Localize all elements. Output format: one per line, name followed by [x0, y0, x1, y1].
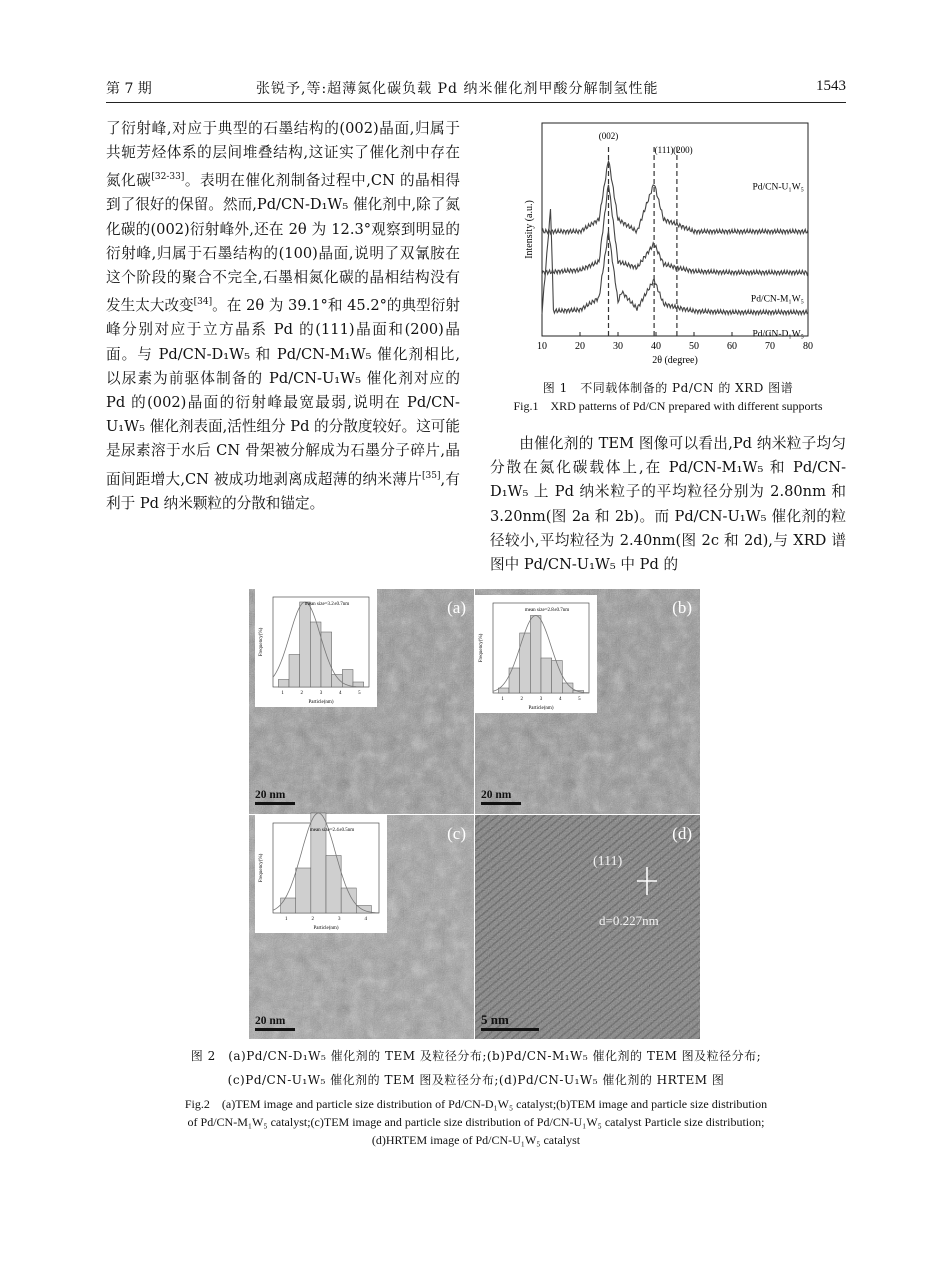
- mean-size-label: mean size=2.8±0.7nm: [524, 608, 570, 613]
- inset-x-label: Particle(nm): [308, 700, 334, 705]
- panel-label: (d): [672, 824, 692, 843]
- histogram-inset: [475, 595, 597, 713]
- scale-bar-label: 5 nm: [481, 1012, 509, 1027]
- xrd-chart: [520, 118, 820, 368]
- body-paragraph: [106, 117, 460, 516]
- peak-label: (002): [598, 131, 619, 141]
- inset-y-label: Frequency(%): [479, 633, 484, 663]
- histogram-bar: [281, 898, 296, 913]
- histogram-bar: [296, 868, 311, 913]
- text-run: 了衍射峰,对应于典型的石墨结构的(002)晶面,归属于共轭芳烃体系的层间堆叠结构,这证实了催化剂中存在氮化碳: [106, 120, 460, 190]
- citation: [32-33]: [151, 172, 185, 183]
- histogram-bar: [342, 670, 353, 688]
- y-axis-label: Intensity (a.u.): [524, 200, 535, 259]
- peak-label: (111): [654, 145, 674, 155]
- x-tick-label: 80: [803, 341, 813, 352]
- scale-bar: [481, 1028, 539, 1031]
- bin-label: 3: [539, 697, 543, 702]
- mean-size-label: mean size=3.2±0.7nm: [304, 602, 350, 607]
- scale-bar: [255, 802, 295, 805]
- inset-x-label: Particle(nm): [313, 926, 339, 931]
- histogram-bar: [278, 680, 289, 688]
- histogram-bar: [530, 616, 541, 694]
- panel-label: (a): [447, 598, 466, 617]
- d-spacing-label: d=0.227nm: [599, 913, 659, 928]
- mean-size-label: mean size=2.4±0.5nm: [309, 828, 355, 833]
- bin-label: 4: [338, 691, 342, 696]
- histogram-inset: [255, 589, 377, 707]
- bin-label: 1: [501, 697, 504, 702]
- x-axis-label: 2θ (degree): [652, 355, 698, 366]
- page-number: 1543: [816, 78, 846, 94]
- x-tick-label: 70: [765, 341, 775, 352]
- figure-2-caption: [106, 1047, 846, 1149]
- figure-1-caption-cn: 图 1 不同载体制备的 Pd/CN 的 XRD 图谱: [542, 381, 794, 395]
- histogram-bar: [300, 602, 311, 687]
- histogram-bar: [289, 655, 300, 688]
- tem-panel: [475, 815, 700, 1039]
- xrd-series-line: [542, 161, 808, 233]
- series-label: Pd/CN-U₁W₅: [752, 182, 804, 193]
- histogram-bar: [321, 632, 332, 687]
- bin-label: 5: [358, 691, 361, 696]
- tem-figure: [249, 589, 700, 1039]
- running-title: 张锐予,等:超薄氮化碳负载 Pd 纳米催化剂甲酸分解制氢性能: [256, 81, 659, 97]
- x-tick-label: 10: [537, 341, 547, 352]
- bin-label: 4: [558, 697, 562, 702]
- bin-label: 5: [578, 697, 581, 702]
- histogram-bar: [552, 661, 563, 694]
- figure-2-caption-cn-2: (c)Pd/CN-U₁W₅ 催化剂的 TEM 图及粒径分布;(d)Pd/CN-U₁W₅ 催化剂的 HRTEM 图: [227, 1073, 725, 1087]
- histogram-bar: [498, 688, 509, 693]
- tem-panel: [249, 589, 474, 814]
- right-column: [490, 432, 846, 577]
- scale-bar-label: 20 nm: [255, 1015, 286, 1027]
- lattice-plane-label: (111): [593, 854, 623, 869]
- tem-grain: [475, 815, 700, 1039]
- scale-bar-label: 20 nm: [255, 789, 286, 801]
- tem-panel: [475, 589, 700, 814]
- bin-label: 2: [311, 917, 314, 922]
- figure-2-caption-en-1: Fig.2 (a)TEM image and particle size distribution of Pd/CN-D₁W₅ catalyst;(b)TEM image and particle size distribution: [184, 1097, 768, 1111]
- scale-bar-label: 20 nm: [481, 789, 512, 801]
- bin-label: 1: [281, 691, 284, 696]
- histogram-bar: [541, 658, 552, 693]
- series-label: Pd/CN-M₁W₅: [750, 294, 804, 305]
- bin-label: 3: [338, 917, 341, 922]
- inset-y-label: Frequency(%): [259, 627, 264, 657]
- figure-1-caption: [490, 379, 846, 415]
- x-tick-label: 30: [613, 341, 623, 352]
- running-header: [106, 78, 846, 103]
- x-tick-label: 40: [651, 341, 661, 352]
- tem-panel: [249, 813, 474, 1039]
- figure-1-caption-en: Fig.1 XRD patterns of Pd/CN prepared with different supports: [513, 399, 823, 413]
- figure-2-caption-cn-1: 图 2 (a)Pd/CN-D₁W₅ 催化剂的 TEM 及粒径分布;(b)Pd/CN-M₁W₅ 催化剂的 TEM 图及粒径分布;: [190, 1049, 762, 1063]
- body-paragraph: 由催化剂的 TEM 图像可以看出,Pd 纳米粒子均匀分散在氮化碳载体上,在 Pd/CN-M₁W₅ 和 Pd/CN-D₁W₅ 上 Pd 纳米粒子的平均粒径分别为 2.80nm 和 3.20nm(图 2a 和 2b)。而 Pd/CN-U₁W₅ 催化剂的粒径较小,平均粒径为 2.40nm(图 2c 和 2d),与 XRD 谱图中 Pd/CN-U₁W₅ 中 Pd 的: [490, 435, 846, 574]
- bin-label: 1: [285, 917, 288, 922]
- citation: [35]: [422, 470, 441, 481]
- panel-label: (b): [672, 598, 692, 617]
- bin-label: 2: [520, 697, 524, 702]
- scale-bar: [481, 802, 521, 805]
- text-run: 。表明在催化剂制备过程中,CN 的晶相得到了很好的保留。然而,Pd/CN-D₁W₅ 催化剂中,除了氮化碳的(002)衍射峰外,还在 2θ 为 12.3°观察到明显的衍射峰,归属于石墨结构的(100)晶面,说明了双氰胺在这个阶段的聚合不完全,石墨相氮化碳的晶相结构没有发生太大改变: [106, 172, 460, 315]
- bin-label: 4: [364, 917, 367, 922]
- series-label: Pd/CN-D₁W₅: [752, 329, 804, 340]
- inset-x-label: Particle(nm): [528, 706, 554, 711]
- left-column: [106, 117, 460, 516]
- histogram-inset: [255, 813, 387, 933]
- scale-bar: [255, 1028, 295, 1031]
- x-tick-label: 60: [727, 341, 737, 352]
- x-tick-label: 20: [575, 341, 585, 352]
- text-run: ,有利于 Pd 纳米颗粒的分散和锚定。: [106, 470, 461, 512]
- bin-label: 3: [319, 691, 323, 696]
- bin-label: 2: [300, 691, 304, 696]
- x-tick-label: 50: [689, 341, 699, 352]
- inset-y-label: Frequency(%): [259, 853, 264, 883]
- figure-2-caption-en-3: (d)HRTEM image of Pd/CN-U₁W₅ catalyst: [371, 1133, 581, 1147]
- figure-2-caption-en-2: of Pd/CN-M₁W₅ catalyst;(c)TEM image and particle size distribution of Pd/CN-U₁W₅ catalyst Particle size distribution;: [187, 1115, 765, 1129]
- citation: [34]: [193, 297, 213, 308]
- panel-label: (c): [447, 824, 466, 843]
- text-run: 。在 2θ 为 39.1°和 45.2°的典型衍射峰分别对应于立方晶系 Pd 的(111)晶面和(200)晶面。与 Pd/CN-D₁W₅ 和 Pd/CN-M₁W₅ 催化剂相比,以尿素为前驱体制备的 Pd/CN-U₁W₅ 催化剂对应的 Pd 的(002)晶面的衍射峰最宽最弱,说明在 Pd/CN-U₁W₅ 催化剂表面,活性组分 Pd 的分散度较好。这可能是尿素溶于水后 CN 骨架被分解成为石墨分子碎片,晶面间距增大,CN 被成功地剥离成超薄的纳米薄片: [106, 297, 460, 488]
- peak-label: (200): [673, 145, 693, 155]
- issue-number: 第 7 期: [106, 81, 152, 97]
